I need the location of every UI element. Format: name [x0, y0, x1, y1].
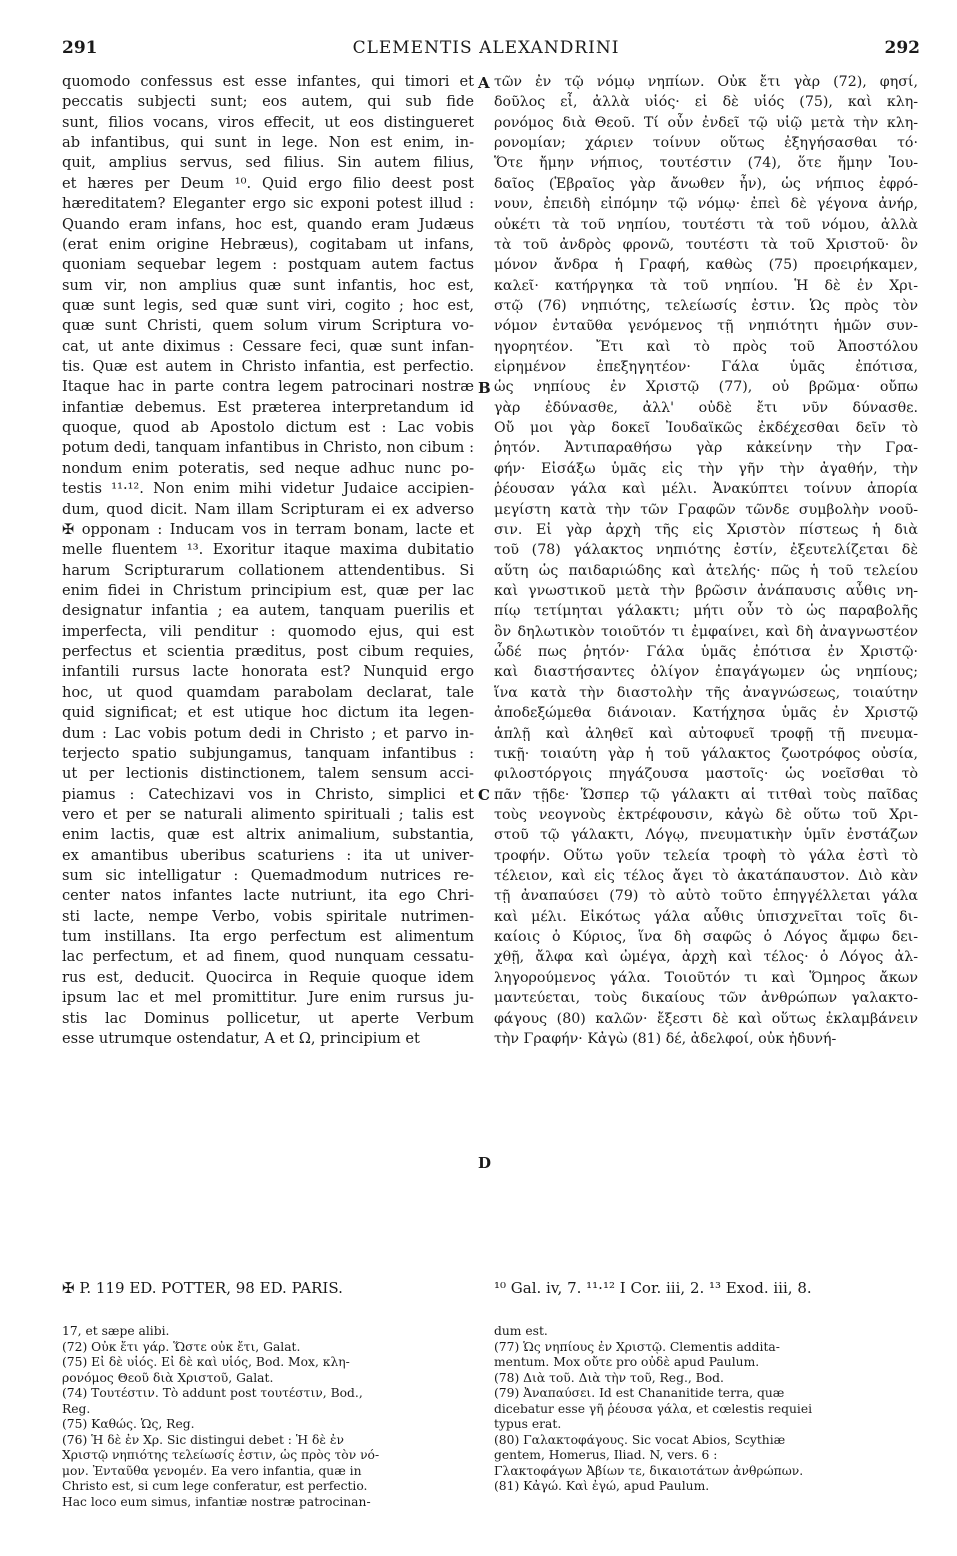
latin-text-line: quoniam sequebar legem : postquam autem factus: [62, 256, 474, 274]
greek-text-line: ηγορητέον. Ἔτι καὶ τὸ πρὸς τοῦ Ἀποστόλου: [494, 338, 918, 355]
note-line: (75) Καθώς. Ὡς, Reg.: [62, 1417, 195, 1431]
note-line: Reg.: [62, 1401, 91, 1416]
greek-text-line: Ὅτε ἤμην νήπιος, τουτέστιν (74), ὅτε ἤμην Ἰου-: [494, 155, 918, 172]
running-title: CLEMENTIS ALEXANDRINI: [352, 38, 620, 58]
greek-text-line: χθῇ, ἄλφα καὶ ὠμέγα, ἀρχὴ καὶ τέλος· ὁ Λόγος ἀλ-: [494, 949, 918, 966]
latin-text-line: et hæres per Deum ¹⁰. Quid ergo filio deest post: [62, 174, 474, 192]
latin-text-line: potum dedi, tanquam infantibus in Christo, non cibum :: [62, 439, 474, 457]
greek-text-line: ὡς νηπίους ἐν Χριστῷ (77), οὐ βρῶμα· οὔπω: [494, 379, 918, 396]
greek-text-line: καλεῖ· κατήργηκα τὰ τοῦ νηπίου. Ἡ δὲ ἐν Χρι-: [494, 277, 918, 294]
note-line: Christo est, si cum lege conferatur, est perfectio.: [62, 1479, 368, 1493]
greek-text-line: τῇ ἀναπαύσει (79) τὸ αὐτὸ τοῦτο ἐπηγγέλλεται γάλα: [494, 888, 918, 905]
latin-text-line: center natos infantes lacte nutriunt, ita ego Chri-: [62, 887, 474, 905]
note-line: 17, et sæpe alibi.: [62, 1324, 170, 1338]
latin-text-line: infantiæ debemus. Est præterea interpretandum id: [62, 398, 474, 416]
greek-text-line: φιλοστόργοις πηγάζουσα μαστοῖς· ὡς νοεῖσθαι τὸ: [494, 766, 918, 783]
latin-column: [62, 72, 474, 1268]
notes-right-column: [494, 1324, 918, 1544]
latin-text-line: dum : Lac vobis potum dedi in Christo ; et parvo in-: [62, 724, 474, 742]
latin-text-line: perfectus et scientia præditus, post cibum requies,: [62, 643, 474, 661]
latin-text-line: (erat enim origine Hebræus), cogitabam ut infans,: [62, 235, 474, 253]
note-line: μον. Ἐνταῦθα γενομέν. Ea vero infantia, quæ in: [62, 1463, 362, 1478]
edition-reference: ✠ P. 119 ED. POTTER, 98 ED. PARIS.: [62, 1279, 343, 1297]
greek-text-line: τέλειον, καὶ εἰς τέλος ἄγει τὸ ἀκατάπαυστον. Διὸ κὰν: [494, 868, 918, 885]
greek-text-line: ἵνα κατὰ τὴν διαστολὴν τῆς ἀναγνώσεως, τοιαύτην: [494, 684, 918, 701]
greek-text-line: πίῳ τετίμηται γάλακτι; μήτι οὖν τὸ ὡς παραβολῆς: [494, 603, 918, 620]
greek-text-line: τροφήν. Οὕτω γοῦν τελεία τροφὴ τὸ γάλα ἐστὶ τὸ: [494, 847, 918, 864]
running-head: [52, 38, 920, 64]
greek-text-line: ὂν δηλωτικὸν τοιοῦτόν τι ἐμφαίνει, καὶ δὴ ἀναγνωστέον: [494, 623, 918, 640]
note-line: (76) Ἡ δὲ ἐν Χρ. Sic distingui debet : Ἡ δὲ ἐν: [62, 1432, 344, 1447]
greek-text-line: πᾶν τῇδε· Ὥσπερ τῷ γάλακτι αἱ τιτθαὶ τοὺς παῖδας: [494, 786, 918, 803]
note-line: (77) Ὡς νηπίους ἐν Χριστῷ. Clementis addita-: [494, 1339, 780, 1354]
latin-text-line: quæ sunt legis, sed quæ sunt viri, cogito ; hoc est,: [62, 296, 474, 314]
greek-text-line: εἰρημένον ἐπεξηγητέον· Γάλα ὑμᾶς ἐπότισα,: [494, 359, 918, 376]
latin-text-line: piamus : Catechizavi vos in Christo, simplici et: [62, 785, 474, 803]
margin-letter-a: A: [478, 74, 490, 92]
latin-text-line: quid significat; et est utique hoc dictum ita legen-: [62, 704, 474, 722]
note-line: gentem, Homerus, Iliad. N, vers. 6 :: [494, 1448, 718, 1462]
greek-text-line: ῥητόν. Ἀντιπαραθήσω γὰρ κἀκείνην τὴν Γρα-: [494, 440, 918, 457]
greek-text-line: ὧδέ πως ῥητόν· Γάλα ὑμᾶς ἐπότισα ἐν Χριστῷ·: [494, 644, 918, 661]
margin-letter-c: C: [478, 786, 490, 804]
latin-text-line: ✠ opponam : Inducam vos in terram bonam, lacte et: [62, 520, 474, 538]
page-number-right: 292: [884, 38, 920, 58]
latin-text-line: lac perfectum, et ad finem, quod nunquam cessatu-: [62, 948, 474, 966]
latin-text-line: sti lacte, nempe Verbo, vobis spiritale nutrimen-: [62, 907, 474, 925]
greek-text-line: δοῦλος εἶ, ἀλλὰ υἱός· εἰ δὲ υἱός (75), καὶ κλη-: [494, 94, 918, 111]
note-line: (74) Τουτέστιν. Τὸ addunt post τουτέστιν, Bod.,: [62, 1386, 363, 1400]
greek-text-line: ρονομίαν; χάριεν τοίνυν οὕτως ἐξηγήσασθαι τό·: [494, 135, 918, 152]
greek-text-line: ῥέουσαν γάλα καὶ μέλι. Ἀνακύπτει τοίνυν ἀπορία: [494, 481, 918, 498]
latin-text-line: tis. Quæ est autem in Christo infantia, est perfectio.: [62, 358, 474, 376]
greek-text-line: στῷ (76) νηπιότης, τελείωσίς ἐστιν. Ὡς πρὸς τὸν: [494, 297, 918, 314]
latin-text-line: quomodo confessus est esse infantes, qui timori et: [62, 73, 474, 90]
greek-text-line: στοῦ τῷ γάλακτι, Λόγῳ, πνευματικὴν ὑμῖν ἐνστάζων: [494, 827, 918, 844]
note-line: (78) Διὰ τοῦ. Διὰ τὴν τοῦ, Reg., Bod.: [494, 1370, 724, 1385]
note-line: dum est.: [494, 1324, 548, 1338]
note-line: (75) Εἰ δὲ υἱός. Εἰ δὲ καὶ υἱός, Bod. Mox, κλη-: [62, 1355, 350, 1369]
latin-text-line: ut per lectionis distinctionem, talem sensum acci-: [62, 765, 474, 783]
latin-text-line: hoc, ut quod quamdam parabolam declarat, tale: [62, 683, 474, 701]
greek-text-line: μεγίστη κατὰ τὴν τῶν Γραφῶν τῶνδε συμβολὴν νοοῦ-: [494, 501, 918, 518]
latin-text-line: sum sic intelligatur : Quemadmodum nutrices re-: [62, 867, 474, 885]
latin-text-line: vero et per se naturali alimento spirituali ; talis est: [62, 805, 474, 823]
latin-text-line: terjecto spatio subjungamus, tanquam infantibus :: [62, 744, 474, 762]
note-line: typus erat.: [494, 1417, 562, 1431]
latin-text-line: peccatis subjecti sunt; eos autem, qui sub fide: [62, 93, 474, 111]
greek-text-line: τοὺς νεογνοὺς ἐκτρέφουσιν, κἀγὼ δὲ οὕτω τοῦ Χρι-: [494, 806, 918, 823]
greek-text-line: δαῖος (Ἑβραῖος γὰρ ἄνωθεν ἦν), ὡς νήπιος ἐφρό-: [494, 175, 918, 192]
greek-text-line: μαντεύεται, τοὺς δικαίους τῶν ἀνθρώπων γαλακτο-: [494, 990, 918, 1007]
greek-text-line: φήν· Εἰσάξω ὑμᾶς εἰς τὴν γῆν τὴν ἀγαθήν, τὴν: [494, 460, 918, 477]
latin-text-line: ipsum lac et mel promittitur. Jure enim rursus ju-: [62, 989, 474, 1007]
latin-text-line: infantili rursus lacte honorata est? Nunquid ergo: [62, 663, 474, 681]
latin-text-line: melle fluentem ¹³. Exoritur itaque maxima dubitatio: [62, 541, 474, 559]
latin-text-line: nondum enim poteratis, sed neque adhuc nunc po-: [62, 459, 474, 477]
greek-text-line: καὶ διαστήσαντες ὀλίγον ἐπαγάγωμεν ὡς νηπίους;: [494, 664, 918, 681]
latin-text-line: quit, amplius servus, sed filius. Sin autem filius,: [62, 154, 474, 172]
greek-text-line: φάγους (80) καλῶν· ἔξεστι δὲ καὶ οὕτως ἐκλαμβάνειν: [494, 1010, 918, 1027]
greek-text-line: μόνον ἄνδρα ἡ Γραφή, καθὼς (75) προειρήκαμεν,: [494, 257, 918, 274]
note-line: Χριστῷ νηπιότης τελείωσίς ἐστιν, ὡς πρὸς τὸν νό-: [62, 1448, 380, 1462]
note-line: (80) Γαλακτοφάγους. Sic vocat Abios, Scythiæ: [494, 1432, 786, 1447]
note-line: Hac loco eum simus, infantiæ nostræ patrocinan-: [62, 1494, 371, 1509]
greek-text-line: ἀποδεξώμεθα διάνοιαν. Κατήχησα ὑμᾶς ἐν Χριστῷ: [494, 705, 918, 722]
greek-text-line: αὕτη ὡς παιδαριώδης καὶ ἀτελής· πῶς ἡ τοῦ τελείου: [494, 562, 918, 579]
greek-text-line: ληγορούμενος γάλα. Τοιοῦτόν τι καὶ Ὅμηρος ἄκων: [494, 969, 918, 986]
greek-text-line: ρονόμος διὰ Θεοῦ. Τί οὖν ἐνδεῖ τῷ υἱῷ μετὰ τὴν κλη-: [494, 114, 918, 131]
greek-text-line: Οὔ μοι γὰρ δοκεῖ Ἰουδαϊκῶς ἐκδέχεσθαι δεῖν τὸ: [494, 420, 918, 437]
greek-text-line: ἁπλῇ καὶ ἀληθεῖ καὶ αὐτοφυεῖ τροφῇ τῇ πνευμα-: [494, 725, 918, 742]
greek-text-line: τικῇ· τοιαύτη γὰρ ἡ τοῦ γάλακτος ζωοτρόφος οὐσία,: [494, 745, 918, 762]
latin-text-line: harum Scripturarum collationem attendentibus. Si: [62, 561, 474, 579]
greek-text-line: οὐκέτι τὰ τοῦ νηπίου, τουτέστι τὰ τοῦ νόμου, ἀλλὰ: [494, 216, 918, 233]
greek-text-line: νόμον ἐνταῦθα γενόμενος τῇ νηπιότητι ἡμῶν συν-: [494, 318, 918, 335]
scripture-references: ¹⁰ Gal. iv, 7. ¹¹·¹² I Cor. iii, 2. ¹³ Exod. iii, 8.: [494, 1279, 812, 1297]
latin-text-line: stis lac Dominus pollicetur, ut aperte Verbum: [62, 1009, 474, 1027]
greek-text-line: καὶ μέλι. Εἰκότως γάλα αὖθις ὑπισχνεῖται τοῖς δι-: [494, 908, 918, 925]
latin-text-line: Quando eram infans, hoc est, quando eram Judæus: [62, 215, 474, 233]
latin-text-line: enim fidei in Christum principium est, quæ per lac: [62, 581, 474, 599]
latin-text-line: rus est, deducit. Quocirca in Requie quoque idem: [62, 968, 474, 986]
margin-letter-b: B: [478, 379, 491, 397]
greek-column: [494, 72, 918, 1268]
latin-text-line: quæ sunt Christi, quem solum virum Scriptura vo-: [62, 317, 474, 335]
latin-text-line: dum, quod dicit. Nam illam Scripturam ei ex adverso: [62, 500, 474, 518]
latin-text-line: enim lactis, quæ est altrix animalium, substantia,: [62, 826, 474, 844]
notes-left-column: [62, 1324, 474, 1544]
latin-text-line: imperfecta, vili penditur : quomodo ejus, qui est: [62, 622, 474, 640]
latin-text-line: designatur infantia ; ea autem, tanquam puerilis et: [62, 602, 474, 620]
note-line: (72) Οὐκ ἔτι γάρ. Ὥστε οὐκ ἔτι, Galat.: [62, 1339, 301, 1354]
greek-text-line: γὰρ ἐδύνασθε, ἀλλ' οὐδὲ ἔτι νῦν δύνασθε.: [494, 399, 918, 416]
latin-text-line: sum vir, non amplius quæ sunt infantis, hoc est,: [62, 276, 474, 294]
page-number-left: 291: [62, 38, 98, 58]
latin-text-line: tum instillans. Ita ergo perfectum est alimentum: [62, 928, 474, 946]
margin-letter-d: D: [478, 1154, 492, 1172]
greek-text-line: σιν. Εἰ γὰρ ἀρχὴ τῆς εἰς Χριστὸν πίστεως ἡ διὰ: [494, 521, 918, 538]
greek-text-line: νουν, ἐπειδὴ εἰπόμην τῷ νόμῳ· ἐπεὶ δὲ γέγονα ἀνήρ,: [494, 196, 918, 213]
latin-text-line: cat, ut ante diximus : Cessare feci, quæ sunt infan-: [62, 337, 474, 355]
latin-text-line: testis ¹¹·¹². Non enim mihi videtur Judaice accipien-: [62, 480, 474, 498]
latin-text-line: hæreditatem? Eleganter ergo sic exponi potest illud :: [62, 195, 474, 213]
latin-text-line: ab infantibus, qui sunt in lege. Non est enim, in-: [62, 134, 474, 152]
greek-text-line: τὴν Γραφήν· Κἀγὼ (81) δέ, ἀδελφοί, οὐκ ἠδυνή-: [494, 1030, 837, 1047]
greek-text-line: καίοις ὁ Κύριος, ἵνα δὴ σαφῶς ὁ Λόγος ἄμφω δει-: [494, 929, 918, 946]
note-line: (81) Κἀγώ. Καὶ ἐγώ, apud Paulum.: [494, 1479, 710, 1493]
note-line: Γλακτοφάγων Ἀβίων τε, δικαιοτάτων ἀνθρώπων.: [494, 1463, 804, 1478]
latin-text-line: sunt, filios vocans, viros effecit, ut eos distingueret: [62, 113, 474, 131]
greek-text-line: τὰ τοῦ ἀνδρὸς φρονῶ, τουτέστι τὰ τοῦ Χριστοῦ· ὃν: [494, 236, 918, 253]
latin-text-line: ex amantibus uberibus scaturiens : ita ut univer-: [62, 846, 474, 864]
greek-text-line: τῶν ἐν τῷ νόμῳ νηπίων. Οὐκ ἔτι γὰρ (72), φησί,: [494, 74, 918, 90]
latin-text-line: esse utrumque ostendatur, A et Ω, principium et: [62, 1029, 420, 1047]
latin-text-line: quoque, quod ab Apostolo dictum est : Lac vobis: [62, 419, 474, 437]
greek-text-line: τοῦ (78) γάλακτος νηπιότης ἐστίν, ἐξευτελίζεται δὲ: [494, 542, 918, 559]
latin-text-line: Itaque hac in parte contra legem patrocinari nostræ: [62, 378, 474, 396]
note-line: ρονόμος Θεοῦ διὰ Χριστοῦ, Galat.: [62, 1370, 274, 1385]
note-line: mentum. Mox οὔτε pro οὐδὲ apud Paulum.: [494, 1355, 760, 1369]
note-line: (79) Ἀναπαύσει. Id est Chananitide terra, quæ: [494, 1386, 785, 1400]
greek-text-line: καὶ γνωστικοῦ μετὰ τὴν βρῶσιν ἀνάπαυσις αὖθις νη-: [494, 582, 918, 599]
note-line: dicebatur esse γῆ ῥέουσα γάλα, et cœlestis requiei: [494, 1401, 813, 1416]
